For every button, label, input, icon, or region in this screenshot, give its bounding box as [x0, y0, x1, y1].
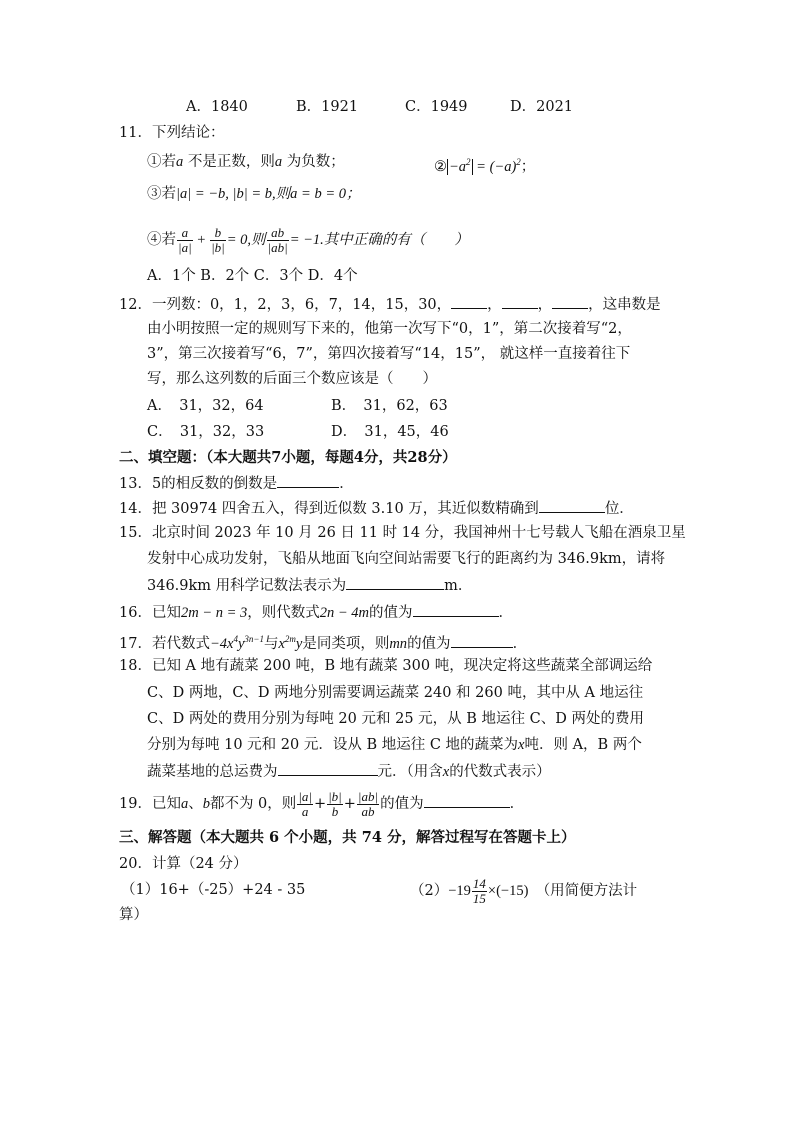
- q11-options: A．1个 B．2个 C．3个 D．4个: [147, 268, 358, 284]
- q12-line-2: 由小明按照一定的规则写下来的，他第一次写下“0，1”，第二次接着写“2，: [147, 321, 632, 337]
- q18-line-4: 分别为每吨 10 元和 20 元．设从 B 地运往 C 地的蔬菜为x吨．则 A，B 两个: [147, 737, 642, 753]
- q12-line-4: 写，那么这列数的后面三个数应该是（ ）: [147, 371, 437, 387]
- q11-statement-4: ④若 $\frac{a}{|a|}$ + $\frac{b}{|b|}$ = 0,则 $\frac{ab}{|ab|}$ = −1.其中正确的有（ ）: [147, 224, 469, 255]
- q12-option-b: B． 31，62，63: [331, 398, 448, 414]
- q15-line-1: 15．北京时间 2023 年 10 月 26 日 11 时 14 分，我国神州十七号载人飞船在酒泉卫星: [119, 525, 686, 541]
- q12-line-3: 3”，第三次接着写“6，7”，第四次接着写“14，15”， 就这样一直接着往下: [147, 346, 631, 362]
- q15-line-2: 发射中心成功发射，飞船从地面飞向空间站需要飞行的距离约为 346.9km，请将: [147, 551, 666, 567]
- q14: 14．把 30974 四舍五入，得到近似数 3.10 万，其近似数精确到 位．: [119, 498, 634, 519]
- q20-part-1: （1）16+（-25）+24 - 35: [121, 882, 306, 898]
- q10-option-c: C．1949: [405, 99, 468, 115]
- q17: 17．若代数式$-4x^4y^{3n-1}$与$x^{2m}y$是同类项，则mn的值为 ．: [119, 634, 528, 652]
- q18-line-2: C、D 两地，C、D 两地分别需要调运蔬菜 240 和 260 吨，其中从 A 地运往: [147, 685, 644, 701]
- q20-title: 20．计算（24 分）: [119, 856, 248, 872]
- q11-statement-1: ①若a 不是正数，则a 为负数；: [147, 154, 345, 170]
- q10-option-a: A．1840: [186, 99, 248, 115]
- q20-part-2-continued: 算）: [119, 907, 148, 923]
- q18-line-3: C、D 两处的费用分别为每吨 20 元和 25 元，从 B 地运往 C、D 两处的费用: [147, 711, 644, 727]
- q12-line-1: 12．一列数：0，1，2，3，6，7，14，15，30， ， ， ，这串数是: [119, 294, 661, 315]
- q20-part-2: （2）−19 $\frac{14}{15}$ ×(−15) （用简便方法计: [410, 875, 638, 906]
- q12-option-a: A． 31，32，64: [147, 398, 264, 414]
- q15-line-3: 346.9km 用科学记数法表示为 m．: [147, 575, 472, 596]
- q10-option-b: B．1921: [296, 99, 359, 115]
- section-3-heading: 三、解答题（本大题共 6 个小题，共 74 分，解答过程写在答题卡上）: [119, 829, 576, 846]
- q19: 19．已知a、b都不为 0，则 $\frac{|a|}{a}$ + $\frac{|b|}{b}$ + $\frac{|ab|}{ab}$ 的值为 ．: [119, 788, 525, 819]
- q16: 16．已知2m − n = 3，则代数式2n − 4m的值为 ．: [119, 602, 513, 623]
- q18-line-5: 蔬菜基地的总运费为 元．（用含x的代数式表示）: [147, 761, 551, 782]
- q13: 13．5的相反数的倒数是 ．: [119, 473, 354, 494]
- q12-option-c: C． 31，32，33: [147, 424, 265, 440]
- q11-statement-2: ② $-a^2 = (-a)^2$；: [434, 157, 536, 175]
- q11-statement-3: ③若|a| = −b, |b| = b,则a = b = 0；: [147, 186, 361, 202]
- section-2-heading: 二、填空题：（本大题共7小题，每题4分，共28分）: [119, 449, 457, 466]
- q11-stem: 11．下列结论：: [119, 125, 225, 141]
- q18-line-1: 18．已知 A 地有蔬菜 200 吨，B 地有蔬菜 300 吨，现决定将这些蔬菜全部调运给: [119, 658, 653, 674]
- q10-option-d: D．2021: [510, 99, 574, 115]
- q12-option-d: D． 31，45，46: [331, 424, 449, 440]
